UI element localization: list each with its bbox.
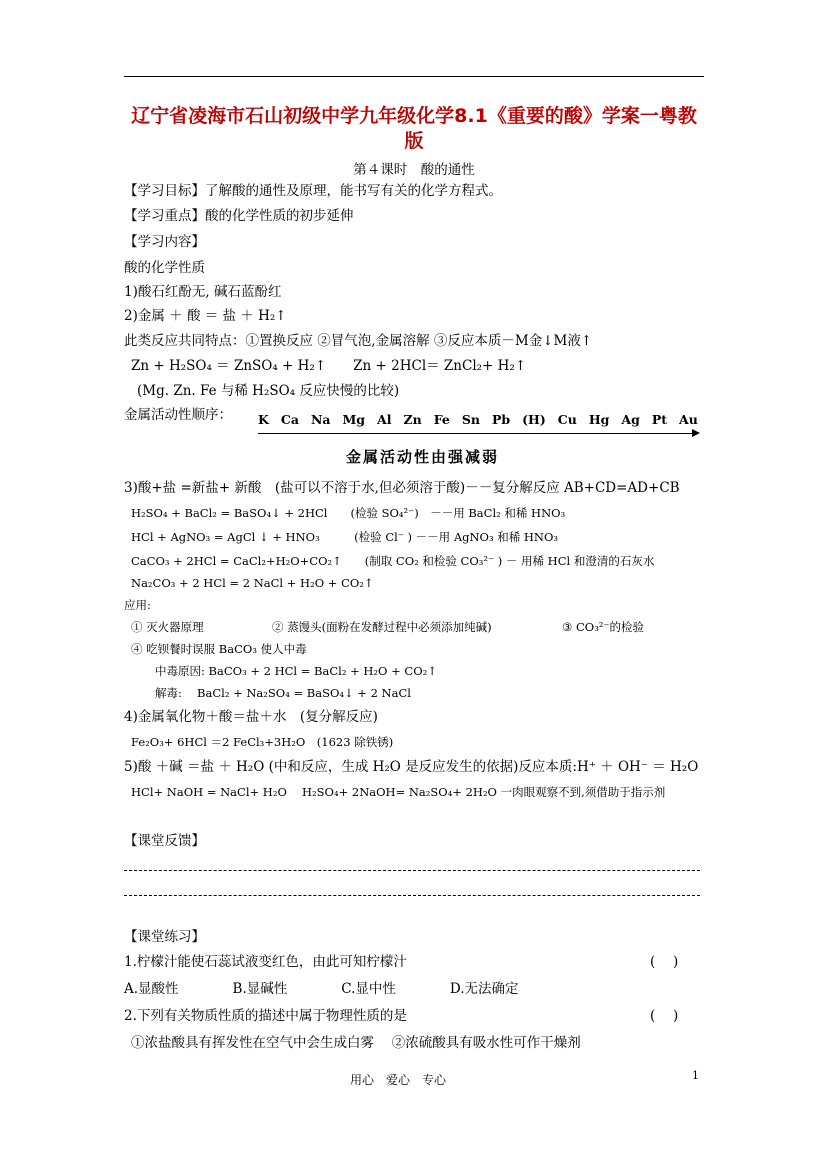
property-4-equation: Fe₂O₃+ 6HCl ＝2 FeCl₃+3H₂O (1623 除铁锈) <box>131 735 394 749</box>
activity-metal: Cu <box>557 412 577 427</box>
activity-arrow <box>258 433 694 434</box>
property-5: 5)酸 ＋碱 ＝盐 ＋ H₂O (中和反应，生成 H₂O 是反应发生的依据)反应本质:H⁺ ＋ OH⁻ ＝ H₂O <box>124 759 699 775</box>
feedback-header: 【课堂反馈】 <box>124 833 205 849</box>
property-5-equation: HCl+ NaOH = NaCl+ H₂O H₂SO₄+ 2NaOH= Na₂SO₄+ 2H₂O 一肉眼观察不到,须借助于指示剂 <box>131 785 666 799</box>
activity-series <box>258 412 698 427</box>
property-4: 4)金属氧化物＋酸＝盐＋水 (复分解反应) <box>124 709 378 725</box>
application-3: ③ CO₃²⁻的检验 <box>562 620 644 634</box>
question-1: 1.柠檬汁能使石蕊试液变红色，由此可知柠檬汁 <box>124 954 407 970</box>
application-2: ② 蒸馒头(面粉在发酵过程中必须添加纯碱) <box>272 620 492 634</box>
activity-metal: Hg <box>588 412 610 427</box>
property-3-eq4: Na₂CO₃ + 2 HCl = 2 NaCl + H₂O + CO₂↑ <box>131 576 374 590</box>
feedback-line-2 <box>124 895 700 896</box>
application-4: ④ 吃钡餐时误服 BaCO₃ 使人中毒 <box>131 642 307 656</box>
activity-metal: Mg <box>342 412 366 427</box>
practice-header: 【课堂练习】 <box>124 929 205 945</box>
document-title-line1: 辽宁省凌海市石山初级中学九年级化学8.1《重要的酸》学案一粤教 <box>131 105 697 127</box>
activity-metal: Na <box>310 412 331 427</box>
property-3-eq2: HCl + AgNO₃ = AgCl ↓ + HNO₃ (检验 Cl⁻ ) －－用 AgNO₃ 和稀 HNO₃ <box>131 530 559 544</box>
feedback-line-1 <box>124 870 700 871</box>
question-2-answer-blank: ( ) <box>650 1008 679 1024</box>
props-header: 酸的化学性质 <box>124 260 205 276</box>
application-header: 应用: <box>124 598 151 612</box>
activity-metal: Zn <box>403 412 422 427</box>
question-2-options: ①浓盐酸具有挥发性在空气中会生成白雾 ②浓硫酸具有吸水性可作干燥剂 <box>131 1035 581 1051</box>
activity-metal: Al <box>377 412 392 427</box>
activity-metal: Pb <box>492 412 511 427</box>
property-2-note: (Mg. Zn. Fe 与稀 H₂SO₄ 反应快慢的比较) <box>137 383 400 399</box>
question-1-answer-blank: ( ) <box>650 954 679 970</box>
page-footer: 用心 爱心 专心 <box>350 1073 447 1087</box>
activity-caption: 金属活动性由强减弱 <box>346 448 500 466</box>
question-1-options: A.显酸性 B.显碱性 C.显中性 D.无法确定 <box>124 981 519 997</box>
page-number: 1 <box>692 1069 699 1082</box>
property-2: 2)金属 ＋ 酸 ＝ 盐 ＋ H₂↑ <box>124 308 287 324</box>
property-2-feature: 此类反应共同特点：①置换反应 ②冒气泡,金属溶解 ③反应本质－M金↓M液↑ <box>124 333 593 349</box>
activity-metal: Ag <box>621 412 640 427</box>
property-3: 3)酸+盐 =新盐+ 新酸 (盐可以不溶于水,但必须溶于酸)－－复分解反应 AB+CD=AD+CB <box>124 480 680 496</box>
application-4-cause: 中毒原因: BaCO₃ + 2 HCl = BaCl₂ + H₂O + CO₂↑ <box>155 664 437 678</box>
activity-metal: K <box>258 412 269 427</box>
application-4-cure: 解毒: BaCl₂ + Na₂SO₄ = BaSO₄↓ + 2 NaCl <box>155 686 411 700</box>
property-3-eq3: CaCO₃ + 2HCl = CaCl₂+H₂O+CO₂↑ (制取 CO₂ 和检验 CO₃²⁻ ) － 用稀 HCl 和澄清的石灰水 <box>131 554 655 568</box>
question-2: 2.下列有关物质性质的描述中属于物理性质的是 <box>124 1008 407 1024</box>
application-1: ① 灭火器原理 <box>131 620 204 634</box>
property-1: 1)酸石红酚无, 碱石蓝酚红 <box>124 284 282 300</box>
activity-metal: Ca <box>280 412 299 427</box>
header-rule <box>124 76 704 77</box>
document-title-line2: 版 <box>404 130 424 152</box>
learning-goal: 【学习目标】了解酸的通性及原理，能书写有关的化学方程式。 <box>124 183 502 199</box>
property-2-equations: Zn + H₂SO₄ ＝ ZnSO₄ + H₂↑ Zn + 2HCl＝ ZnCl₂+ H₂↑ <box>131 358 527 374</box>
lesson-subtitle: 第４课时 酸的通性 <box>353 162 475 178</box>
activity-metal: Fe <box>433 412 450 427</box>
property-3-eq1: H₂SO₄ + BaCl₂ = BaSO₄↓ + 2HCl (检验 SO₄²⁻) －－用 BaCl₂ 和稀 HNO₃ <box>131 506 566 520</box>
learning-focus: 【学习重点】酸的化学性质的初步延伸 <box>124 208 354 224</box>
activity-metal: Au <box>679 412 698 427</box>
activity-metal: Sn <box>461 412 480 427</box>
activity-metal: (H) <box>522 412 546 427</box>
activity-metal: Pt <box>651 412 668 427</box>
content-header: 【学习内容】 <box>124 234 205 250</box>
activity-label: 金属活动性顺序： <box>124 407 232 423</box>
